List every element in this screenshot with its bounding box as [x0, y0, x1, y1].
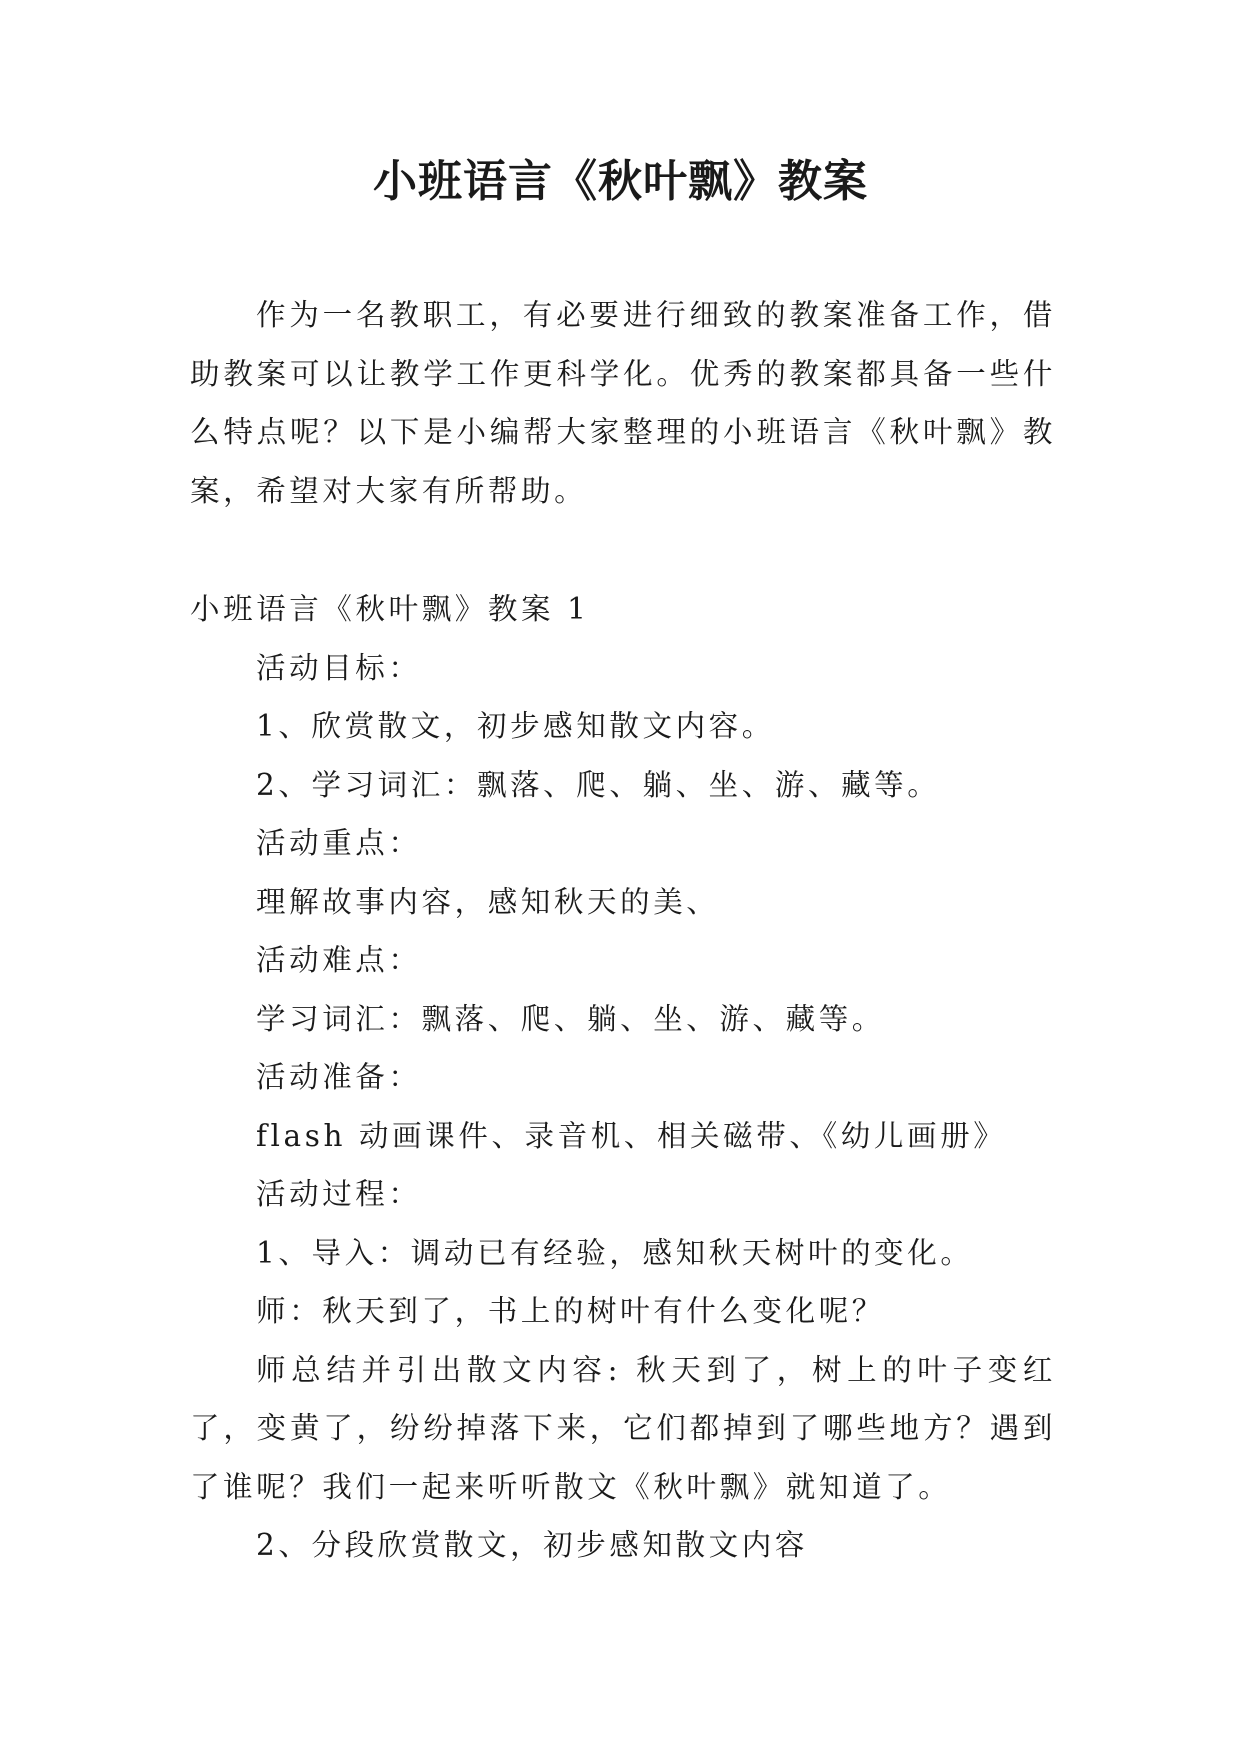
body-line: 学习词汇：飘落、爬、躺、坐、游、藏等。	[256, 1001, 885, 1036]
body-line: 1、欣赏散文，初步感知散文内容。	[256, 709, 775, 743]
body-line: flash 动画课件、录音机、相关磁带、《幼儿画册》	[256, 1118, 1007, 1153]
body-line: 2、分段欣赏散文，初步感知散文内容	[256, 1528, 808, 1562]
body-line: 活动难点：	[256, 943, 422, 977]
document-title: 小班语言《秋叶飘》教案	[373, 156, 868, 207]
body-line: 活动目标：	[256, 650, 422, 685]
body-line: 1、导入：调动已有经验，感知秋天树叶的变化。	[256, 1235, 974, 1270]
body-line: 活动准备：	[256, 1060, 422, 1094]
body-line: 2、学习词汇：飘落、爬、躺、坐、游、藏等。	[256, 767, 941, 802]
body-line: 理解故事内容，感知秋天的美、	[256, 884, 720, 919]
body-line: 师：秋天到了，书上的树叶有什么变化呢？	[256, 1294, 885, 1328]
section-title: 小班语言《秋叶飘》教案 1	[190, 592, 590, 626]
body-paragraph: 师总结并引出散文内容: 秋天到了，树上的叶子变红了，变黄了，纷纷掉落下来，它们都掉到了哪些地方？遇到了谁呢？我们一起来听听散文《秋叶飘》就知道了。	[190, 1352, 1056, 1504]
body-line: 活动过程：	[256, 1177, 422, 1211]
body-line: 活动重点：	[256, 826, 422, 860]
lesson-plan-body	[190, 580, 1056, 1575]
intro-paragraph: 作为一名教职工，有必要进行细致的教案准备工作，借助教案可以让教学工作更科学化。优秀的教案都具备一些什么特点呢？以下是小编帮大家整理的小班语言《秋叶飘》教案，希望对大家有所帮助。	[190, 298, 1056, 508]
